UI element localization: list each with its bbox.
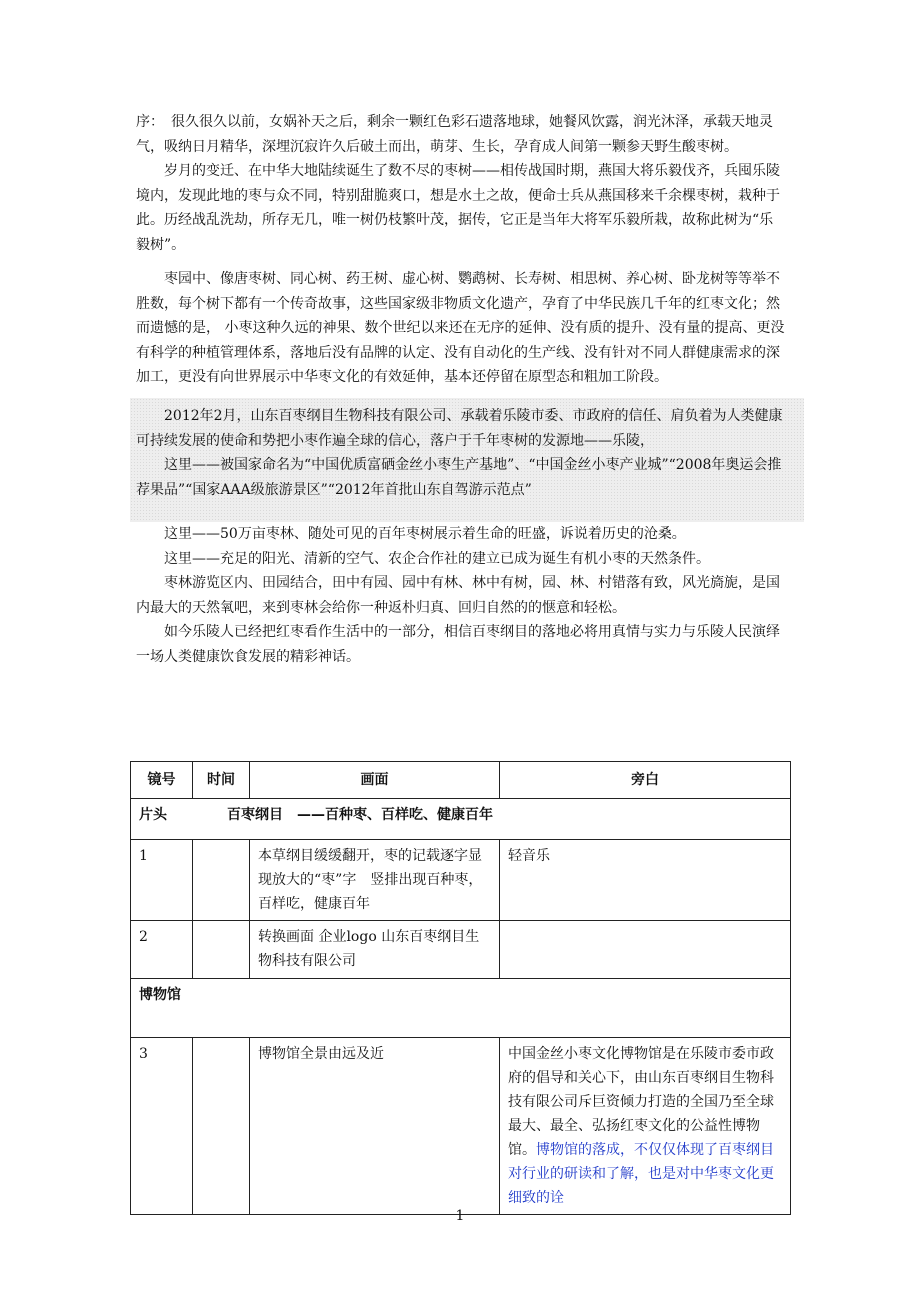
section-row-opening — [131, 799, 791, 840]
closing-paragraph-4: 如今乐陵人已经把红枣看作生活中的一部分，相信百枣纲目的落地必将用真情与实力与乐陵人民演绎一场人类健康饮食发展的精彩神话。 — [136, 624, 780, 665]
preface-label: 序： — [136, 114, 157, 130]
shot-scene: 博物馆全景由远及近 — [250, 1038, 500, 1215]
shot-voiceover — [500, 921, 791, 979]
storyboard-table — [130, 761, 791, 1215]
page-number: 1 — [455, 1208, 465, 1224]
intro-text-1: 很久很久以前，女娲补天之后，剩余一颗红色彩石遗落地球，她餐风饮露，润光沐泽，承载天地灵气，吸纳日月精华，深埋沉寂许久后破土而出，萌芽、生长，孕育成人间第一颗参天野生酸枣树。 — [136, 114, 773, 155]
section-opening-title: 百枣纲目 ——百种枣、百样吃、健康百年 — [227, 807, 493, 823]
closing-paragraph-2: 这里——充足的阳光、清新的空气、农企合作社的建立已成为诞生有机小枣的天然条件。 — [164, 550, 710, 567]
voiceover-museum-intro: 中国金丝小枣文化博物馆是在乐陵市委市政府的倡导和关心下，由山东百枣纲目生物科技有限公司斥巨资倾力打造的全国乃至全球最大、最全、弘扬红枣文化的公益性博物馆。 — [508, 1046, 774, 1158]
table-row — [131, 921, 791, 979]
intro-paragraph-1 — [136, 110, 786, 159]
closing-paragraph-1: 这里——50万亩枣林、随处可见的百年枣树展示着生命的旺盛，诉说着历史的沧桑。 — [164, 526, 686, 542]
shot-voiceover — [500, 1038, 791, 1215]
header-shot-no: 镜号 — [131, 762, 193, 799]
table-row — [131, 1038, 791, 1215]
tree-paragraph-text: 枣园中、像唐枣树、同心树、药王树、虚心树、鹦鹉树、长寿树、相思树、养心树、卧龙树等等举不胜数，每个树下都有一个传奇故事，这些国家级非物质文化遗产，孕育了中华民族几千年的红枣文化；然而遗憾的是， 小枣这种久远的神果、数个世纪以来还在无序的延伸、没有质的提升、没有量的提高、更没有科学的种植管理体系，落地后没有品牌的认定、没有自动化的生产线、没有针对不同人群健康需求的深加工，更没有向世界展示中华枣文化的有效延伸，基本还停留在原型态和粗加工阶段。 — [136, 271, 785, 385]
section-row-museum — [131, 979, 791, 1038]
shot-number: 2 — [131, 921, 193, 979]
table-row — [131, 840, 791, 921]
intro-section — [136, 110, 786, 257]
table-header-row — [131, 762, 791, 799]
closing-section — [136, 522, 786, 669]
tree-paragraph — [136, 267, 786, 390]
shaded-paragraph-block — [130, 398, 804, 522]
shot-time — [193, 921, 250, 979]
honors-paragraph: 这里——被国家命名为“中国优质富硒金丝小枣生产基地”、“中国金丝小枣产业城”“2008年奥运会推荐果品”“国家AAA级旅游景区”“2012年首批山东自驾游示范点” — [136, 457, 782, 498]
voiceover-museum-highlight: 博物馆的落成，不仅仅体现了百枣纲目对行业的研读和了解，也是对中华枣文化更细致的诠 — [508, 1142, 774, 1206]
shot-time — [193, 840, 250, 921]
shot-number: 3 — [131, 1038, 193, 1215]
shot-voiceover: 轻音乐 — [500, 840, 791, 921]
intro-paragraph-2: 岁月的变迁、在中华大地陆续诞生了数不尽的枣树——相传战国时期，燕国大将乐毅伐齐，兵囤乐陵境内，发现此地的枣与众不同，特别甜脆爽口，想是水土之故，便命士兵从燕国移来千余棵枣树，栽种于此。历经战乱洗劫，所存无几，唯一树仍枝繁叶茂，据传，它正是当年大将军乐毅所栽，故称此树为“乐毅树”。 — [136, 163, 780, 253]
closing-paragraph-3: 枣林游览区内、田园结合，田中有园、园中有林、林中有树，园、林、村错落有致，风光旖旎，是国内最大的天然氧吧，来到枣林会给你一种返朴归真、回归自然的的惬意和轻松。 — [136, 575, 780, 616]
shot-scene: 转换画面 企业logo 山东百枣纲目生物科技有限公司 — [250, 921, 500, 979]
shot-scene: 本草纲目缓缓翻开，枣的记载逐字显现放大的“枣”字 竖排出现百种枣，百样吃，健康百年 — [250, 840, 500, 921]
company-paragraph: 2012年2月，山东百枣纲目生物科技有限公司、承载着乐陵市委、市政府的信任、肩负着为人类健康可持续发展的使命和势把小枣作遍全球的信心，落户于千年枣树的发源地——乐陵， — [136, 408, 783, 449]
section-opening-cell — [131, 799, 791, 840]
header-time: 时间 — [193, 762, 250, 799]
section-museum-label: 博物馆 — [131, 979, 791, 1038]
section-opening-label: 片头 — [139, 807, 167, 823]
header-scene: 画面 — [250, 762, 500, 799]
shot-number: 1 — [131, 840, 193, 921]
header-voiceover: 旁白 — [500, 762, 791, 799]
shot-time — [193, 1038, 250, 1215]
